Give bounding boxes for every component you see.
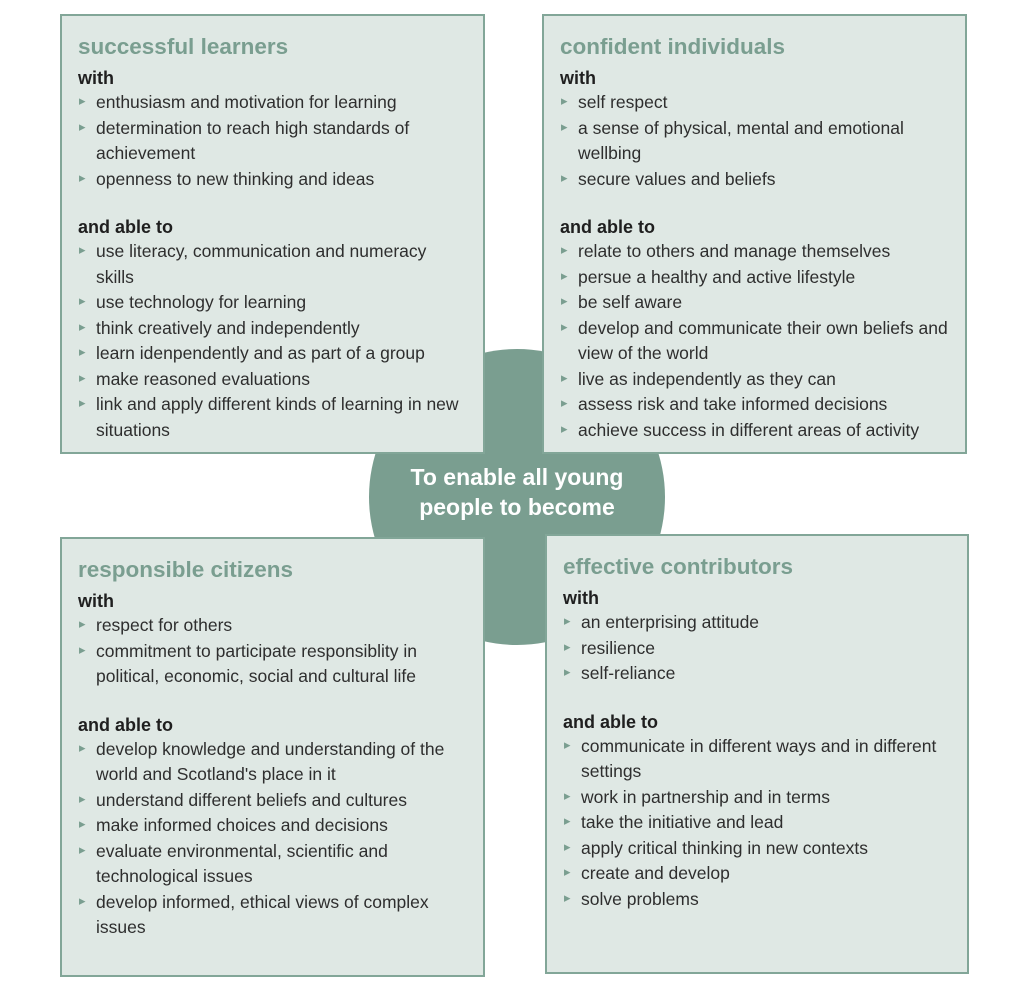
box-title: responsible citizens <box>78 557 294 582</box>
center-caption <box>369 462 665 522</box>
list-item-text: learn idenpendently and as part of a group <box>96 343 425 363</box>
list-item-text: work in partnership and in terms <box>581 786 830 807</box>
list-item-text: use technology for learning <box>96 292 307 312</box>
with-heading: with <box>560 68 596 88</box>
list-item <box>560 367 949 393</box>
list-item-text: a sense of physical, mental and emotional wellbing <box>578 117 904 163</box>
and-able-to-heading: and able to <box>78 714 174 735</box>
chevron-right-icon: ▸ <box>561 267 568 283</box>
spacer <box>78 690 467 713</box>
chevron-right-icon: ▸ <box>561 242 568 257</box>
list-item <box>560 316 949 367</box>
box-effective-contributors <box>545 534 969 974</box>
list-item-text: communicate in different ways and in different settings <box>581 735 937 781</box>
list-item-text: achieve success in different areas of activity <box>578 419 920 440</box>
item-list <box>78 613 467 690</box>
list-item <box>560 90 949 116</box>
list-item <box>78 613 467 639</box>
item-list <box>78 737 467 941</box>
list-item-text: make informed choices and decisions <box>96 815 388 835</box>
chevron-right-icon: ▸ <box>561 395 568 410</box>
list-item <box>563 887 951 913</box>
list-item <box>560 290 949 316</box>
list-item <box>560 265 949 291</box>
list-item-text: develop and communicate their own beliefs and view of the world <box>578 317 948 363</box>
chevron-right-icon: ▸ <box>564 736 571 752</box>
box-successful-learners <box>60 14 485 454</box>
chevron-right-icon: ▸ <box>79 816 86 831</box>
list-item-text: self-reliance <box>581 663 676 683</box>
list-item <box>560 392 949 418</box>
item-list <box>560 239 949 443</box>
chevron-right-icon: ▸ <box>561 318 568 334</box>
chevron-right-icon: ▸ <box>79 344 86 359</box>
chevron-right-icon: ▸ <box>561 169 568 185</box>
list-item <box>78 167 467 193</box>
chevron-right-icon: ▸ <box>79 892 86 908</box>
list-item-text: use literacy, communication and numeracy skills <box>96 241 427 287</box>
item-list <box>563 610 951 687</box>
list-item-text: think creatively and independently <box>96 317 360 338</box>
spacer <box>560 192 949 215</box>
list-item <box>78 839 467 890</box>
list-item <box>78 316 467 342</box>
chevron-right-icon: ▸ <box>79 841 86 857</box>
list-item <box>563 810 951 836</box>
item-list <box>560 90 949 192</box>
and-able-to-heading: and able to <box>563 711 659 732</box>
chevron-right-icon: ▸ <box>79 641 86 657</box>
list-item <box>563 836 951 862</box>
list-item <box>78 392 467 443</box>
chevron-right-icon: ▸ <box>561 293 568 308</box>
list-item <box>560 418 949 444</box>
chevron-right-icon: ▸ <box>564 813 571 828</box>
chevron-right-icon: ▸ <box>79 169 86 185</box>
list-item <box>560 167 949 193</box>
spacer <box>78 192 467 215</box>
list-item-text: live as independently as they can <box>578 368 836 389</box>
chevron-right-icon: ▸ <box>564 638 571 654</box>
chevron-right-icon: ▸ <box>564 864 571 879</box>
list-item <box>563 861 951 887</box>
list-item-text: take the initiative and lead <box>581 812 784 832</box>
box-title: effective contributors <box>563 554 794 579</box>
with-heading: with <box>563 588 599 608</box>
list-item-text: commitment to participate responsiblity in political, economic, social and cultural life <box>96 640 417 686</box>
list-item <box>78 239 467 290</box>
chevron-right-icon: ▸ <box>79 242 86 257</box>
list-item <box>563 610 951 636</box>
item-list <box>563 734 951 913</box>
list-item-text: link and apply different kinds of learning in new situations <box>96 394 459 440</box>
box-title: successful learners <box>78 34 289 59</box>
list-item <box>563 661 951 687</box>
list-item <box>78 290 467 316</box>
list-item-text: make reasoned evaluations <box>96 368 311 389</box>
list-item-text: understand different beliefs and cultures <box>96 789 407 810</box>
list-item <box>78 737 467 788</box>
list-item-text: develop knowledge and understanding of the world and Scotland's place in it <box>96 738 445 784</box>
chevron-right-icon: ▸ <box>564 613 571 628</box>
list-item <box>560 116 949 167</box>
list-item-text: enthusiasm and motivation for learning <box>96 92 397 112</box>
list-item-text: resilience <box>581 637 655 658</box>
chevron-right-icon: ▸ <box>79 739 86 755</box>
chevron-right-icon: ▸ <box>79 93 86 108</box>
list-item-text: apply critical thinking in new contexts <box>581 837 868 858</box>
list-item <box>78 116 467 167</box>
and-able-to-heading: and able to <box>78 217 174 237</box>
list-item <box>78 890 467 941</box>
list-item-text: respect for others <box>96 615 233 635</box>
list-item-text: self respect <box>578 92 668 112</box>
list-item <box>78 639 467 690</box>
list-item <box>78 90 467 116</box>
list-item-text: secure values and beliefs <box>578 168 776 189</box>
chevron-right-icon: ▸ <box>79 395 86 410</box>
box-title: confident individuals <box>560 34 786 59</box>
chevron-right-icon: ▸ <box>79 616 86 631</box>
item-list <box>78 90 467 192</box>
chevron-right-icon: ▸ <box>561 369 568 385</box>
list-item <box>563 785 951 811</box>
item-list <box>78 239 467 443</box>
list-item <box>78 341 467 367</box>
chevron-right-icon: ▸ <box>561 93 568 108</box>
chevron-right-icon: ▸ <box>79 369 86 385</box>
list-item <box>560 239 949 265</box>
list-item <box>563 636 951 662</box>
chevron-right-icon: ▸ <box>79 318 86 334</box>
chevron-right-icon: ▸ <box>564 838 571 854</box>
list-item <box>78 813 467 839</box>
list-item <box>78 788 467 814</box>
with-heading: with <box>78 591 114 611</box>
with-heading: with <box>78 68 114 88</box>
list-item-text: be self aware <box>578 292 683 312</box>
chevron-right-icon: ▸ <box>561 118 568 134</box>
chevron-right-icon: ▸ <box>79 790 86 806</box>
list-item-text: openness to new thinking and ideas <box>96 168 375 189</box>
list-item-text: solve problems <box>581 888 699 909</box>
list-item-text: develop informed, ethical views of complex issues <box>96 891 429 937</box>
and-able-to-heading: and able to <box>560 217 656 237</box>
list-item-text: relate to others and manage themselves <box>578 241 891 261</box>
list-item-text: persue a healthy and active lifestyle <box>578 266 856 287</box>
center-caption-line: To enable all young <box>410 464 624 490</box>
box-responsible-citizens <box>60 537 485 977</box>
list-item-text: assess risk and take informed decisions <box>578 394 888 414</box>
box-confident-individuals <box>542 14 967 454</box>
chevron-right-icon: ▸ <box>79 293 86 308</box>
chevron-right-icon: ▸ <box>79 118 86 134</box>
list-item <box>563 734 951 785</box>
chevron-right-icon: ▸ <box>561 420 568 436</box>
list-item <box>78 367 467 393</box>
list-item-text: create and develop <box>581 863 730 883</box>
chevron-right-icon: ▸ <box>564 889 571 905</box>
chevron-right-icon: ▸ <box>564 787 571 803</box>
list-item-text: determination to reach high standards of achievement <box>96 117 410 163</box>
list-item-text: an enterprising attitude <box>581 612 760 632</box>
center-caption-line: people to become <box>419 494 615 520</box>
chevron-right-icon: ▸ <box>564 664 571 679</box>
list-item-text: evaluate environmental, scientific and technological issues <box>96 840 388 886</box>
spacer <box>563 687 951 710</box>
